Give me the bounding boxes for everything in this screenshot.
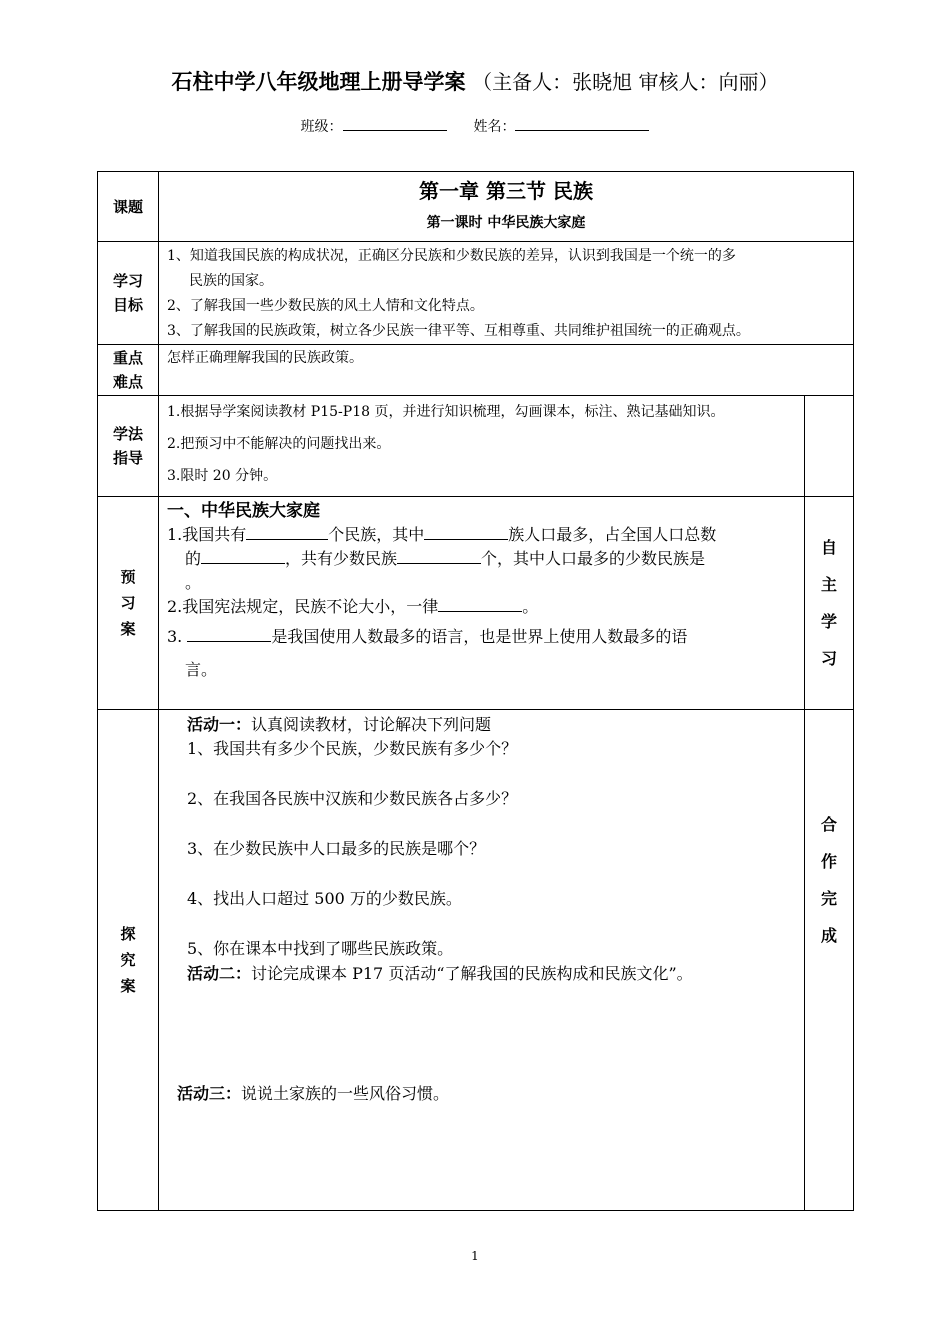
explore-question: 3、在少数民族中人口最多的民族是哪个？	[187, 839, 486, 858]
focus-text: 怎样正确理解我国的民族政策。	[167, 350, 363, 366]
name-label: 姓名：	[473, 119, 516, 135]
preview-cell	[159, 497, 805, 710]
focus-cell	[159, 345, 854, 396]
topic-label: 课题	[98, 172, 159, 242]
answer-blank[interactable]	[187, 625, 271, 642]
lesson-title: 第一课时 中华民族大家庭	[426, 215, 586, 231]
preview-question-3: 3. 是我国使用人数最多的语言，也是世界上使用人数最多的语	[167, 627, 688, 646]
class-label: 班级：	[300, 119, 343, 135]
preview-question-1: 1.我国共有 个民族，其中 族人口最多，占全国人口总数	[167, 525, 717, 544]
explore-side-label: 合 作 完 成	[805, 710, 854, 1211]
title-note: （主备人：张晓旭 审核人：向丽）	[472, 70, 779, 94]
activity-2: 活动二：讨论完成课本 P17 页活动“了解我国的民族构成和民族文化”。	[187, 964, 693, 983]
answer-blank[interactable]	[438, 595, 522, 612]
study-guide-table	[97, 171, 854, 1211]
method-item: 2.把预习中不能解决的问题找出来。	[167, 436, 391, 452]
activity-1: 活动一：认真阅读教材，讨论解决下列问题	[187, 715, 492, 734]
method-item: 3.限时 20 分钟。	[167, 468, 278, 484]
preview-question-1-cont: 的 ，共有少数民族 个，其中人口最多的少数民族是	[185, 549, 706, 568]
explore-label: 探 究 案	[98, 710, 159, 1211]
answer-blank[interactable]	[397, 547, 481, 564]
method-side-cell	[805, 396, 854, 497]
preview-side-label: 自 主 学 习	[805, 497, 854, 710]
row-explore	[98, 710, 854, 1211]
row-method	[98, 396, 854, 497]
page-number: 1	[471, 1249, 479, 1263]
objectives-label: 学习 目标	[98, 242, 159, 345]
class-field[interactable]	[343, 116, 447, 131]
method-item: 1.根据导学案阅读教材 P15-P18 页，并进行知识梳理，勾画课本，标注、熟记基础知识。	[167, 404, 725, 420]
answer-blank[interactable]	[424, 523, 508, 540]
explore-question: 4、找出人口超过 500 万的少数民族。	[187, 889, 462, 908]
explore-cell	[159, 710, 805, 1211]
objective-item: 2、了解我国一些少数民族的风土人情和文化特点。	[167, 298, 484, 314]
focus-label: 重点 难点	[98, 345, 159, 396]
objective-item: 民族的国家。	[189, 273, 273, 289]
explore-question: 1、我国共有多少个民族，少数民族有多少个？	[187, 739, 518, 758]
chapter-title: 第一章 第三节 民族	[419, 179, 593, 203]
row-preview	[98, 497, 854, 710]
objective-item: 3、了解我国的民族政策，树立各少民族一律平等、互相尊重、共同维护祖国统一的正确观点。	[167, 323, 750, 339]
explore-question: 5、你在课本中找到了哪些民族政策。	[187, 939, 454, 958]
topic-cell	[159, 172, 854, 242]
objectives-cell	[159, 242, 854, 345]
student-info-line	[0, 116, 950, 136]
answer-blank[interactable]	[246, 523, 328, 540]
preview-question-3-end: 言。	[185, 660, 218, 679]
preview-label: 预 习 案	[98, 497, 159, 710]
title-main: 石柱中学八年级地理上册导学案	[171, 69, 466, 94]
method-cell	[159, 396, 805, 497]
name-field[interactable]	[515, 116, 649, 131]
activity-3: 活动三：说说土家族的一些风俗习惯。	[177, 1084, 450, 1103]
row-focus	[98, 345, 854, 396]
page-title	[0, 66, 950, 96]
answer-blank[interactable]	[201, 547, 285, 564]
explore-question: 2、在我国各民族中汉族和少数民族各占多少？	[187, 789, 518, 808]
objective-item: 1、知道我国民族的构成状况，正确区分民族和少数民族的差异，认识到我国是一个统一的多	[167, 248, 736, 264]
preview-heading: 一、中华民族大家庭	[167, 501, 320, 521]
method-label: 学法 指导	[98, 396, 159, 497]
row-objectives	[98, 242, 854, 345]
preview-question-2: 2.我国宪法规定，民族不论大小，一律 。	[167, 597, 539, 616]
preview-question-1-end: 。	[185, 573, 202, 592]
row-topic	[98, 172, 854, 242]
